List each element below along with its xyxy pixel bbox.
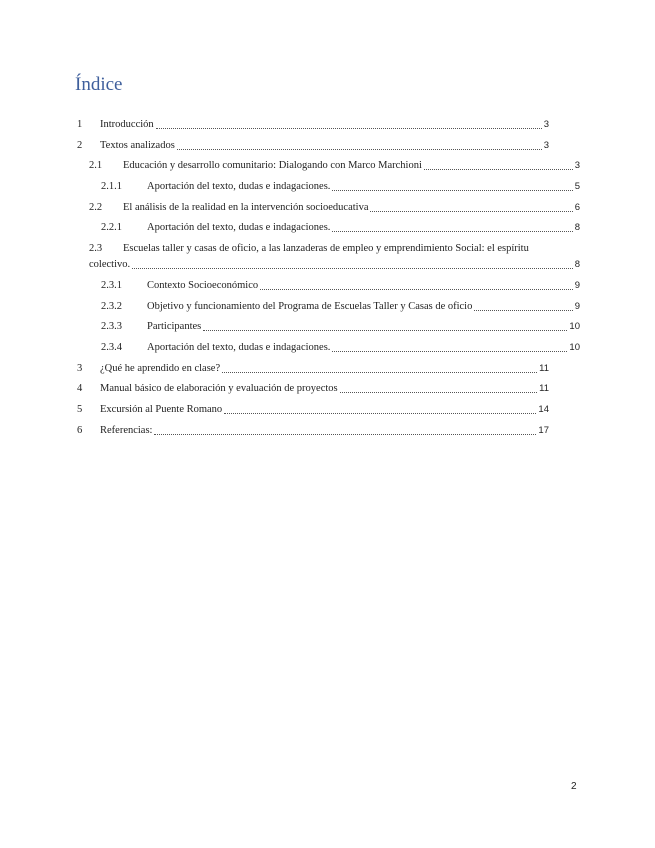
- toc-leader-dots: [203, 329, 567, 331]
- toc-entry-page: 17: [538, 425, 549, 436]
- toc-entry-number: 4: [77, 383, 83, 394]
- toc-entry-label: ¿Qué he aprendido en clase?: [100, 363, 221, 374]
- toc-leader-dots: [332, 230, 572, 232]
- toc-entry-2-3-4[interactable]: [101, 339, 580, 355]
- toc-entry-2-3-1[interactable]: [101, 277, 580, 293]
- toc-entry-page: 14: [538, 404, 549, 415]
- toc-entry-2-3-2[interactable]: [101, 298, 580, 314]
- toc-leader-dots: [156, 127, 542, 129]
- toc-entry-label: Textos analizados: [100, 140, 175, 151]
- toc-entry-page: 10: [569, 321, 580, 332]
- toc-leader-dots: [224, 412, 536, 414]
- toc-entry-2-1[interactable]: [89, 157, 580, 173]
- toc-entry-referencias[interactable]: [77, 422, 549, 438]
- toc-entry-label: Aportación del texto, dudas e indagaciones.: [147, 342, 331, 353]
- toc-entry-2-3-3[interactable]: [101, 318, 580, 334]
- toc-entry-page: 5: [574, 181, 580, 192]
- toc-entry-page: 9: [574, 301, 580, 312]
- toc-entry-label: Aportación del texto, dudas e indagaciones.: [147, 181, 331, 192]
- toc-entry-number: 2.3: [89, 243, 103, 254]
- toc-entry-label-line1: Escuelas taller y casas de oficio, a las lanzaderas de empleo y emprendimiento Social: el espíritu: [123, 243, 529, 254]
- toc-entry-2-1-1[interactable]: [101, 178, 580, 194]
- toc-entry-2-2[interactable]: [89, 199, 580, 215]
- toc-entry-number: 2.1.1: [101, 181, 122, 192]
- toc-entry-que-he-aprendido[interactable]: [77, 360, 549, 376]
- toc-entry-textos-analizados[interactable]: [77, 137, 549, 153]
- toc-entry-2-2-1[interactable]: [101, 219, 580, 235]
- toc-leader-dots: [424, 168, 573, 170]
- toc-entry-page: 9: [574, 280, 580, 291]
- toc-entry-number: 5: [77, 404, 83, 415]
- toc-entry-number: 2.2.1: [101, 222, 122, 233]
- toc-entry-page: 6: [574, 202, 580, 213]
- toc-leader-dots: [260, 288, 573, 290]
- toc-entry-page: 10: [569, 342, 580, 353]
- toc-entry-number: 1: [77, 119, 83, 130]
- toc-entry-number: 2.1: [89, 160, 103, 171]
- toc-entry-label: Introducción: [100, 119, 154, 130]
- toc-entry-number: 2.3.4: [101, 342, 122, 353]
- toc-entry-label: Aportación del texto, dudas e indagaciones.: [147, 222, 331, 233]
- toc-entry-label: Excursión al Puente Romano: [100, 404, 223, 415]
- toc-entry-label: Participantes: [147, 321, 202, 332]
- toc-entry-excursion[interactable]: [77, 401, 549, 417]
- toc-leader-dots: [177, 148, 542, 150]
- toc-entry-label: Educación y desarrollo comunitario: Dialogando con Marco Marchioni: [123, 160, 422, 171]
- toc-entry-page: 8: [574, 222, 580, 233]
- toc-entry-number: 3: [77, 363, 83, 374]
- toc-entry-number: 2.3.3: [101, 321, 122, 332]
- toc-leader-dots: [332, 189, 572, 191]
- toc-leader-dots: [132, 267, 573, 269]
- toc-entry-page: 8: [574, 259, 580, 270]
- toc-entry-number: 2: [77, 140, 83, 151]
- toc-entry-number: 2.2: [89, 202, 103, 213]
- toc-entry-label: El análisis de la realidad en la intervención socioeducativa: [123, 202, 369, 213]
- toc-entry-label: Objetivo y funcionamiento del Programa de Escuelas Taller y Casas de oficio: [147, 301, 473, 312]
- toc-leader-dots: [222, 371, 537, 373]
- toc-leader-dots: [154, 433, 536, 435]
- toc-title: Índice: [75, 74, 123, 95]
- toc-entry-number: 2.3.2: [101, 301, 122, 312]
- toc-entry-page: 11: [539, 383, 549, 394]
- toc-entry-page: 3: [543, 140, 549, 151]
- toc-entry-page: 3: [574, 160, 580, 171]
- page-number: 2: [571, 781, 577, 792]
- toc-entry-page: 11: [539, 363, 549, 374]
- toc-entry-introduccion[interactable]: [77, 116, 549, 132]
- toc-entry-label-line2: colectivo.: [89, 259, 131, 270]
- toc-entry-label: Contexto Socioeconómico: [147, 280, 259, 291]
- toc-leader-dots: [370, 210, 572, 212]
- toc-entry-number: 2.3.1: [101, 280, 122, 291]
- toc-entry-page: 3: [543, 119, 549, 130]
- toc-entry-manual-basico[interactable]: [77, 380, 549, 396]
- toc-entry-label: Referencias:: [100, 425, 153, 436]
- toc-leader-dots: [340, 391, 538, 393]
- toc-entry-label: Manual básico de elaboración y evaluación de proyectos: [100, 383, 338, 394]
- toc-leader-dots: [332, 350, 567, 352]
- toc-leader-dots: [474, 309, 572, 311]
- toc-entry-number: 6: [77, 425, 83, 436]
